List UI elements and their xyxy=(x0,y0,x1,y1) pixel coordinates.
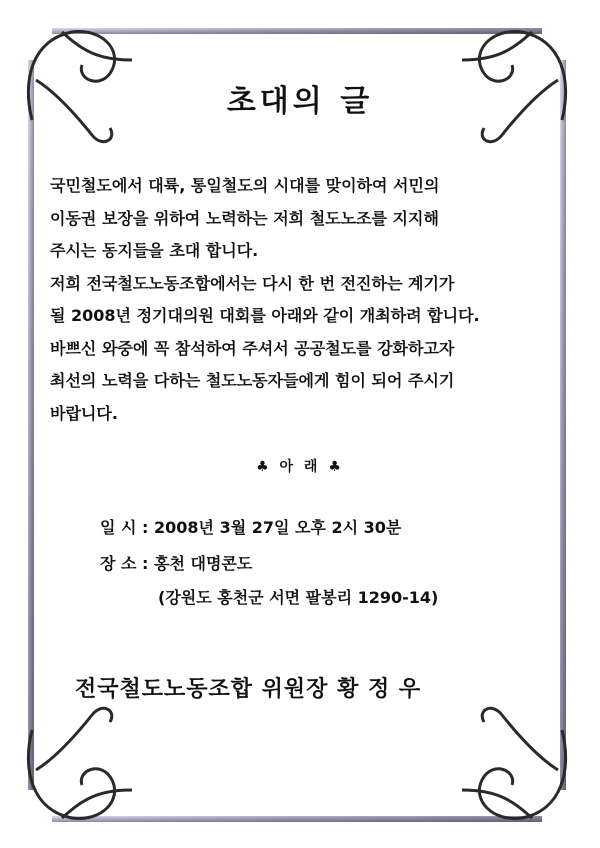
body-line: 국민철도에서 대륙, 통일철도의 시대를 맞이하여 서민의 xyxy=(50,176,440,195)
body-line: 저희 전국철도노동조합에서는 다시 한 번 전진하는 계기가 xyxy=(50,273,455,293)
corner-ornament-bottom-right xyxy=(462,708,566,818)
body-line: 최선의 노력을 다하는 철도노동자들에게 힘이 되어 주시기 xyxy=(50,371,455,390)
body-line: 이동권 보장을 위하여 노력하는 저희 철도노조를 지지해 xyxy=(50,208,439,228)
invitation-body xyxy=(50,170,560,430)
body-line: 바쁘신 와중에 꼭 참석하여 주셔서 공공철도를 강화하고자 xyxy=(50,338,455,358)
body-line: 될 2008년 정기대의원 대회를 아래와 같이 개최하려 합니다. xyxy=(50,306,480,325)
body-line: 바랍니다. xyxy=(50,403,118,423)
event-address: (강원도 홍천군 서면 팔봉리 1290-14) xyxy=(158,588,439,607)
corner-ornament-bottom-left xyxy=(28,708,132,818)
event-details-box xyxy=(70,495,540,645)
event-date: 일 시 : 2008년 3월 27일 오후 2시 30분 xyxy=(100,518,402,537)
section-heading: ♣ 아 래 ♣ xyxy=(256,459,344,475)
page-title: 초대의 글 xyxy=(226,84,374,119)
event-place: 장 소 : 홍천 대명콘도 xyxy=(100,554,253,573)
signature: 전국철도노동조합 위원장 황 정 우 xyxy=(75,677,422,702)
body-line: 주시는 동지들을 초대 합니다. xyxy=(50,241,259,260)
